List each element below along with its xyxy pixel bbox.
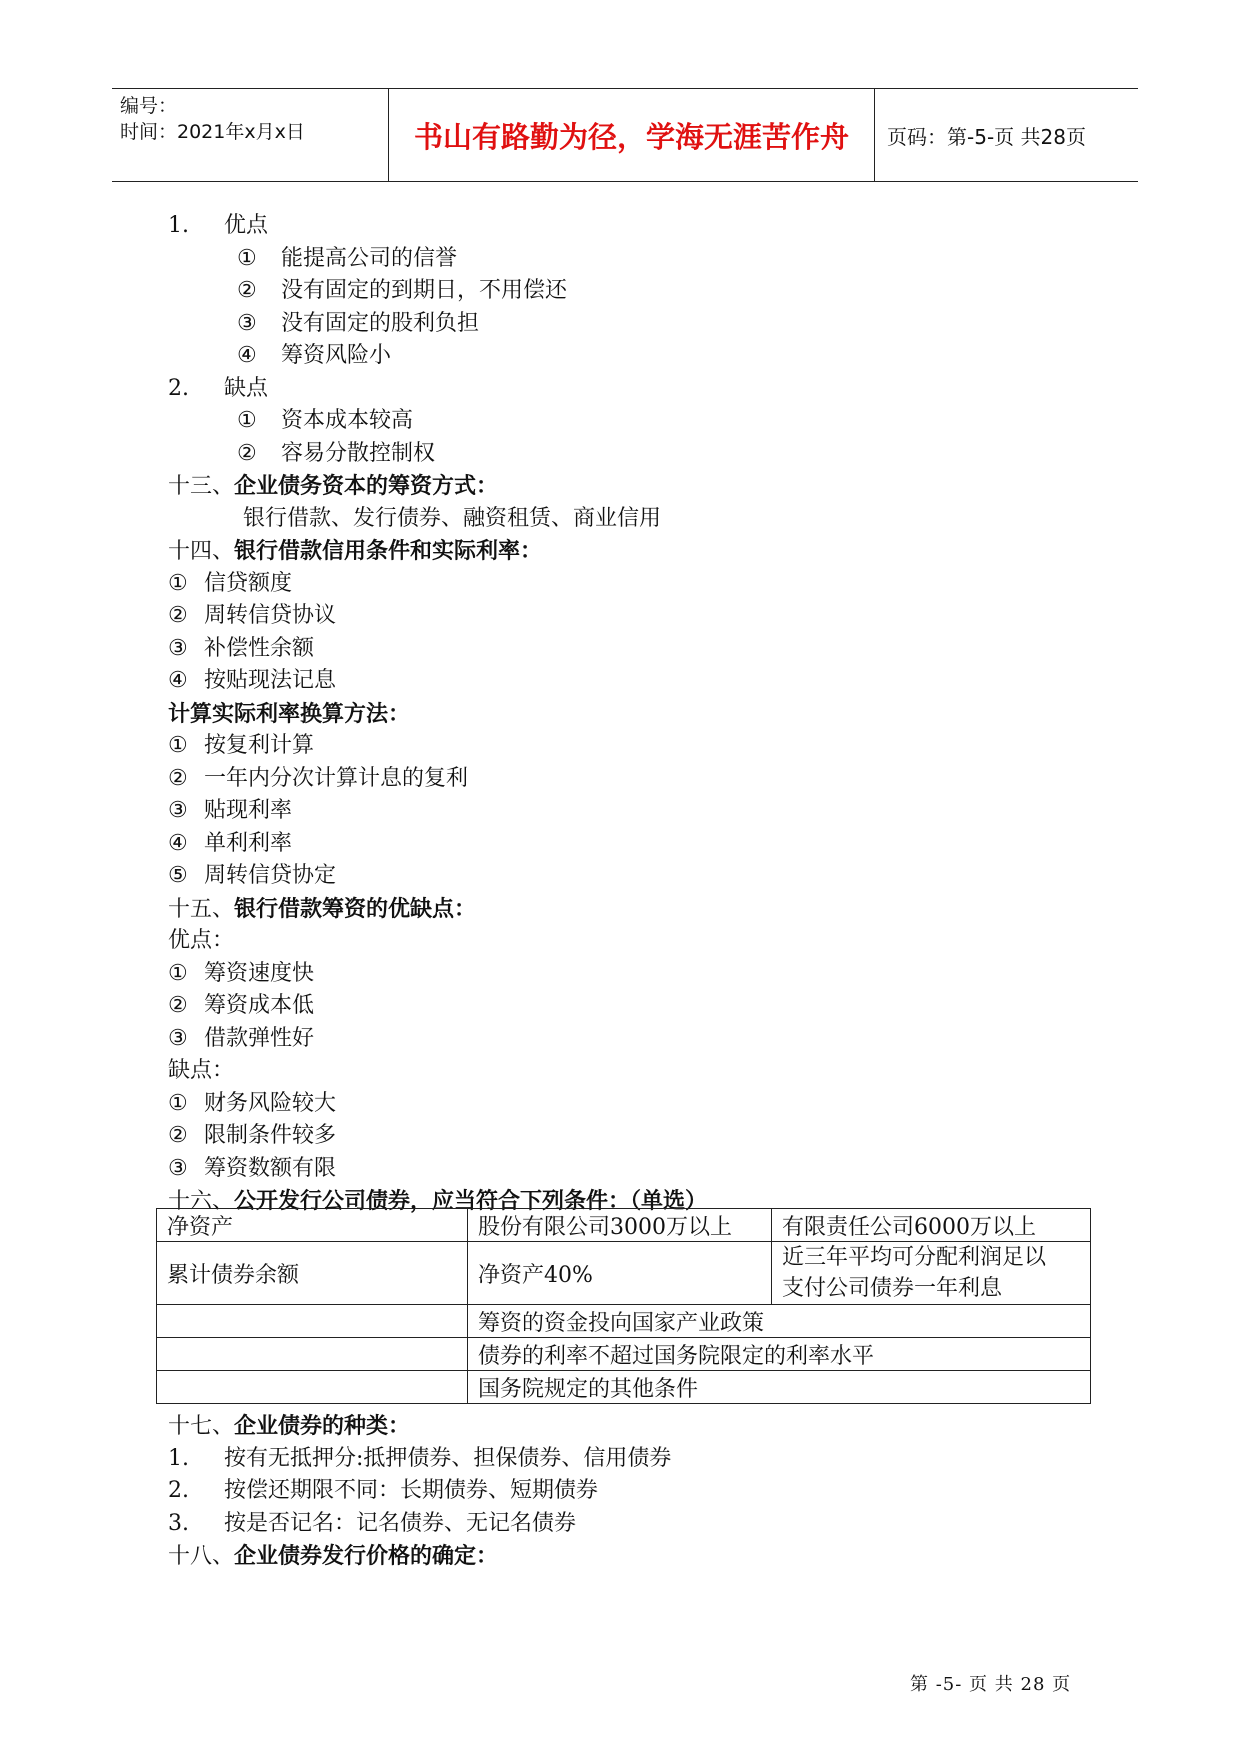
item-marker: ② — [168, 765, 188, 791]
item-number: 3. — [168, 1510, 189, 1536]
item-marker: ④ — [168, 830, 188, 856]
section-prefix: 十八、 — [168, 1544, 235, 1569]
section-title: 银行借款筹资的优缺点： — [234, 895, 477, 922]
item-text: 没有固定的股利负担 — [281, 310, 480, 336]
section-prefix: 十七、 — [168, 1414, 235, 1439]
list-item — [168, 1153, 1098, 1186]
list-item — [168, 438, 1098, 471]
section-heading-15 — [168, 893, 1098, 926]
calc-heading: 计算实际利率换算方法： — [168, 700, 411, 727]
table-cell: 筹资的资金投向国家产业政策 — [468, 1305, 1091, 1338]
list-item — [168, 1023, 1098, 1056]
list-item — [168, 633, 1098, 666]
item-marker: ① — [237, 245, 257, 271]
header-motto: 书山有路勤为径，学海无涯苦作舟 — [389, 89, 875, 181]
table-cell-empty — [157, 1338, 468, 1371]
list-item — [168, 1508, 1098, 1541]
item-text: 借款弹性好 — [204, 1025, 315, 1051]
section-title: 企业债券发行价格的确定： — [234, 1543, 499, 1569]
item-text: 限制条件较多 — [204, 1123, 337, 1148]
list-item — [168, 600, 1098, 633]
table-row — [157, 1371, 1091, 1404]
section-heading-18 — [168, 1540, 1098, 1573]
item-text: 按贴现法记息 — [204, 668, 337, 693]
page-footer: 第 -5- 页 共 28 页 — [910, 1674, 1072, 1695]
item-text: 没有固定的到期日，不用偿还 — [281, 278, 568, 303]
item-text: 按偿还期限不同：长期债券、短期债券 — [224, 1478, 599, 1503]
table-row — [157, 1209, 1091, 1242]
item-marker: ② — [168, 993, 188, 1018]
header-page-info: 页码：第-5-页 共28页 — [887, 124, 1086, 149]
section-text: 银行借款、发行债券、融资租赁、商业信用 — [243, 505, 662, 531]
section-title: 企业债务资本的筹资方式： — [234, 473, 499, 499]
section-prefix: 十五、 — [168, 896, 235, 922]
section-title: 银行借款信用条件和实际利率： — [234, 538, 543, 564]
item-number: 2. — [168, 1478, 189, 1503]
list-item — [168, 795, 1098, 828]
item-text: 周转信贷协议 — [204, 603, 337, 628]
list-item — [168, 1475, 1098, 1508]
item-text: 筹资速度快 — [204, 960, 315, 986]
list-item — [168, 405, 1098, 438]
item-marker: ④ — [168, 668, 188, 693]
item-text: 容易分散控制权 — [281, 440, 436, 466]
table-cell: 累计债券余额 — [157, 1242, 468, 1305]
list-item — [168, 958, 1098, 991]
adv-label: 优点： — [168, 928, 235, 953]
list-item — [168, 828, 1098, 861]
conditions-table — [156, 1208, 1091, 1404]
list-item — [168, 763, 1098, 796]
list-item — [168, 1088, 1098, 1121]
list-item — [168, 308, 1098, 341]
item-number: 1. — [168, 1445, 189, 1471]
section-heading-17 — [168, 1410, 1098, 1443]
section-heading-13 — [168, 470, 1098, 503]
list-heading — [168, 373, 1098, 406]
item-marker: ② — [168, 603, 188, 628]
item-marker: ① — [237, 408, 257, 433]
cell-line: 近三年平均可分配利润足以 — [782, 1245, 1047, 1270]
item-marker: ① — [168, 1090, 188, 1116]
item-text: 按有无抵押分:抵押债券、担保债券、信用债券 — [224, 1445, 672, 1471]
list-number: 1. — [168, 213, 189, 238]
item-text: 筹资成本低 — [204, 993, 315, 1018]
item-text: 一年内分次计算计息的复利 — [204, 765, 469, 791]
table-cell-empty — [157, 1371, 468, 1404]
list-item — [168, 665, 1098, 698]
item-marker: ③ — [168, 1025, 188, 1051]
section-prefix: 十三、 — [168, 474, 235, 499]
table-cell: 债券的利率不超过国务院限定的利率水平 — [468, 1338, 1091, 1371]
item-text: 筹资风险小 — [281, 343, 392, 368]
table-row — [157, 1305, 1091, 1338]
item-marker: ① — [168, 733, 188, 758]
list-item — [168, 275, 1098, 308]
item-marker: ② — [237, 440, 257, 466]
list-number: 2. — [168, 375, 189, 401]
item-text: 能提高公司的信誉 — [281, 245, 458, 271]
item-text: 周转信贷协定 — [204, 863, 337, 888]
item-marker: ① — [168, 960, 188, 986]
item-marker: ③ — [168, 798, 188, 823]
dis-label: 缺点： — [168, 1058, 235, 1083]
item-marker: ③ — [168, 635, 188, 661]
item-marker: ① — [168, 570, 188, 596]
section-prefix: 十六、 — [168, 1189, 235, 1214]
list-heading — [168, 210, 1098, 243]
list-item — [168, 243, 1098, 276]
list-item — [168, 990, 1098, 1023]
list-title: 优点 — [224, 213, 269, 238]
cell-line: 支付公司债券一年利息 — [782, 1276, 1003, 1301]
item-text: 按复利计算 — [204, 733, 315, 758]
item-text: 贴现利率 — [204, 798, 293, 823]
document-body — [168, 210, 1098, 1218]
table-cell: 股份有限公司3000万以上 — [468, 1209, 772, 1242]
table-cell-empty — [157, 1305, 468, 1338]
number-label: 编号： — [120, 95, 178, 117]
list-title: 缺点 — [224, 375, 269, 401]
item-text: 单利利率 — [204, 830, 293, 856]
item-marker: ④ — [237, 343, 257, 368]
item-text: 资本成本较高 — [281, 408, 414, 433]
list-item — [168, 568, 1098, 601]
list-item — [168, 730, 1098, 763]
table-row — [157, 1338, 1091, 1371]
item-text: 筹资数额有限 — [204, 1155, 337, 1181]
item-text: 补偿性余额 — [204, 635, 315, 661]
table-cell: 净资产40% — [468, 1242, 772, 1305]
list-item — [168, 1120, 1098, 1153]
table-row — [157, 1242, 1091, 1305]
section-heading-14 — [168, 535, 1098, 568]
list-item — [168, 860, 1098, 893]
item-text: 财务风险较大 — [204, 1090, 337, 1116]
item-text: 信贷额度 — [204, 570, 293, 596]
page-header — [112, 88, 1138, 182]
table-cell: 净资产 — [157, 1209, 468, 1242]
item-marker: ② — [168, 1123, 188, 1148]
list-item — [168, 1443, 1098, 1476]
item-marker: ⑤ — [168, 863, 188, 888]
table-cell — [772, 1242, 1091, 1305]
list-item — [168, 340, 1098, 373]
section-prefix: 十四、 — [168, 539, 235, 564]
document-body-continued — [168, 1410, 1098, 1573]
item-text: 按是否记名：记名债券、无记名债券 — [224, 1510, 577, 1536]
table-cell: 国务院规定的其他条件 — [468, 1371, 1091, 1404]
table-cell: 有限责任公司6000万以上 — [772, 1209, 1091, 1242]
header-meta — [112, 89, 389, 181]
item-marker: ③ — [237, 310, 257, 336]
item-marker: ② — [237, 278, 257, 303]
section-title: 公开发行公司债券，应当符合下列条件：（单选） — [234, 1188, 708, 1214]
date-label: 时间：2021年x月x日 — [120, 121, 305, 143]
item-marker: ③ — [168, 1155, 188, 1181]
section-title: 企业债券的种类： — [234, 1413, 411, 1439]
